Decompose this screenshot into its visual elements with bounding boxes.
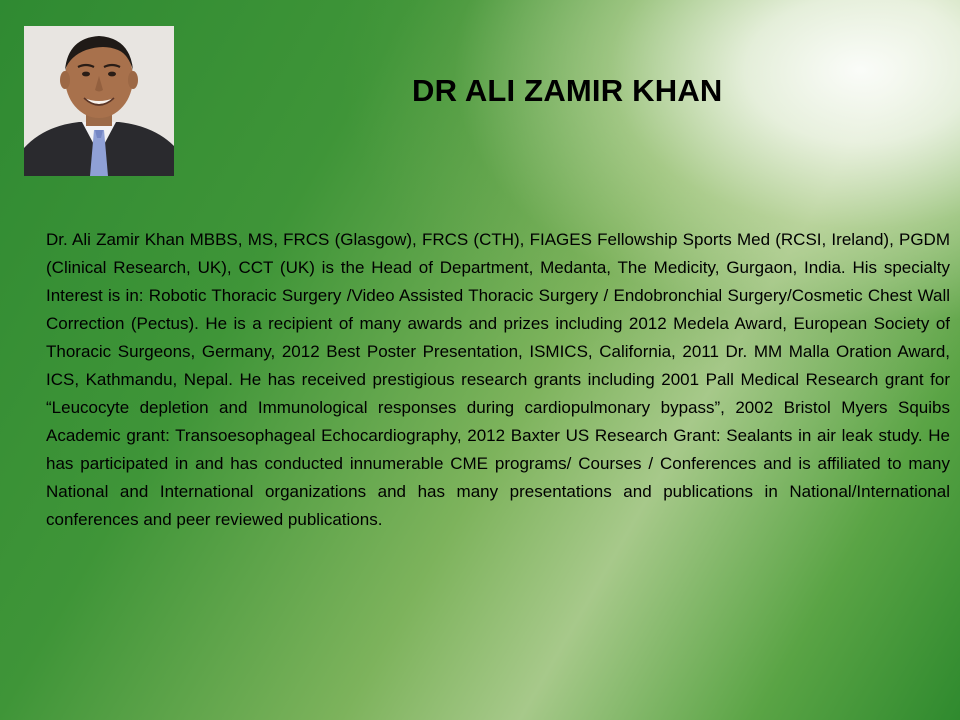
portrait-photo <box>24 26 174 176</box>
biography-text: Dr. Ali Zamir Khan MBBS, MS, FRCS (Glasgow), FRCS (CTH), FIAGES Fellowship Sports Med (RCSI, Ireland), PGDM (Clinical Research, UK), CCT (UK) is the Head of Department, Medanta, The Medicity, Gurgaon, India. His specialty Interest is in: Robotic Thoracic Surgery /Video Assisted Thoracic Surgery / Endobronchial Surgery/Cosmetic Chest Wall Correction (Pectus). He is a recipient of many awards and prizes including 2012 Medela Award, European Society of Thoracic Surgeons, Germany, 2012 Best Poster Presentation, ISMICS, California, 2011 Dr. MM Malla Oration Award, ICS, Kathmandu, Nepal. He has received prestigious research grants including 2001 Pall Medical Research grant for “Leucocyte depletion and Immunological responses during cardiopulmonary bypass”, 2002 Bristol Myers Squibs Academic grant: Transoesophageal Echocardiography, 2012 Baxter US Research Grant: Sealants in air leak study. He has participated in and has conducted innumerable CME programs/ Courses / Conferences and is affiliated to many National and International organizations and has many presentations and publications in National/International conferences and peer reviewed publications. <box>46 230 950 529</box>
page-title: DR ALI ZAMIR KHAN <box>412 73 723 108</box>
portrait-illustration <box>24 26 174 176</box>
